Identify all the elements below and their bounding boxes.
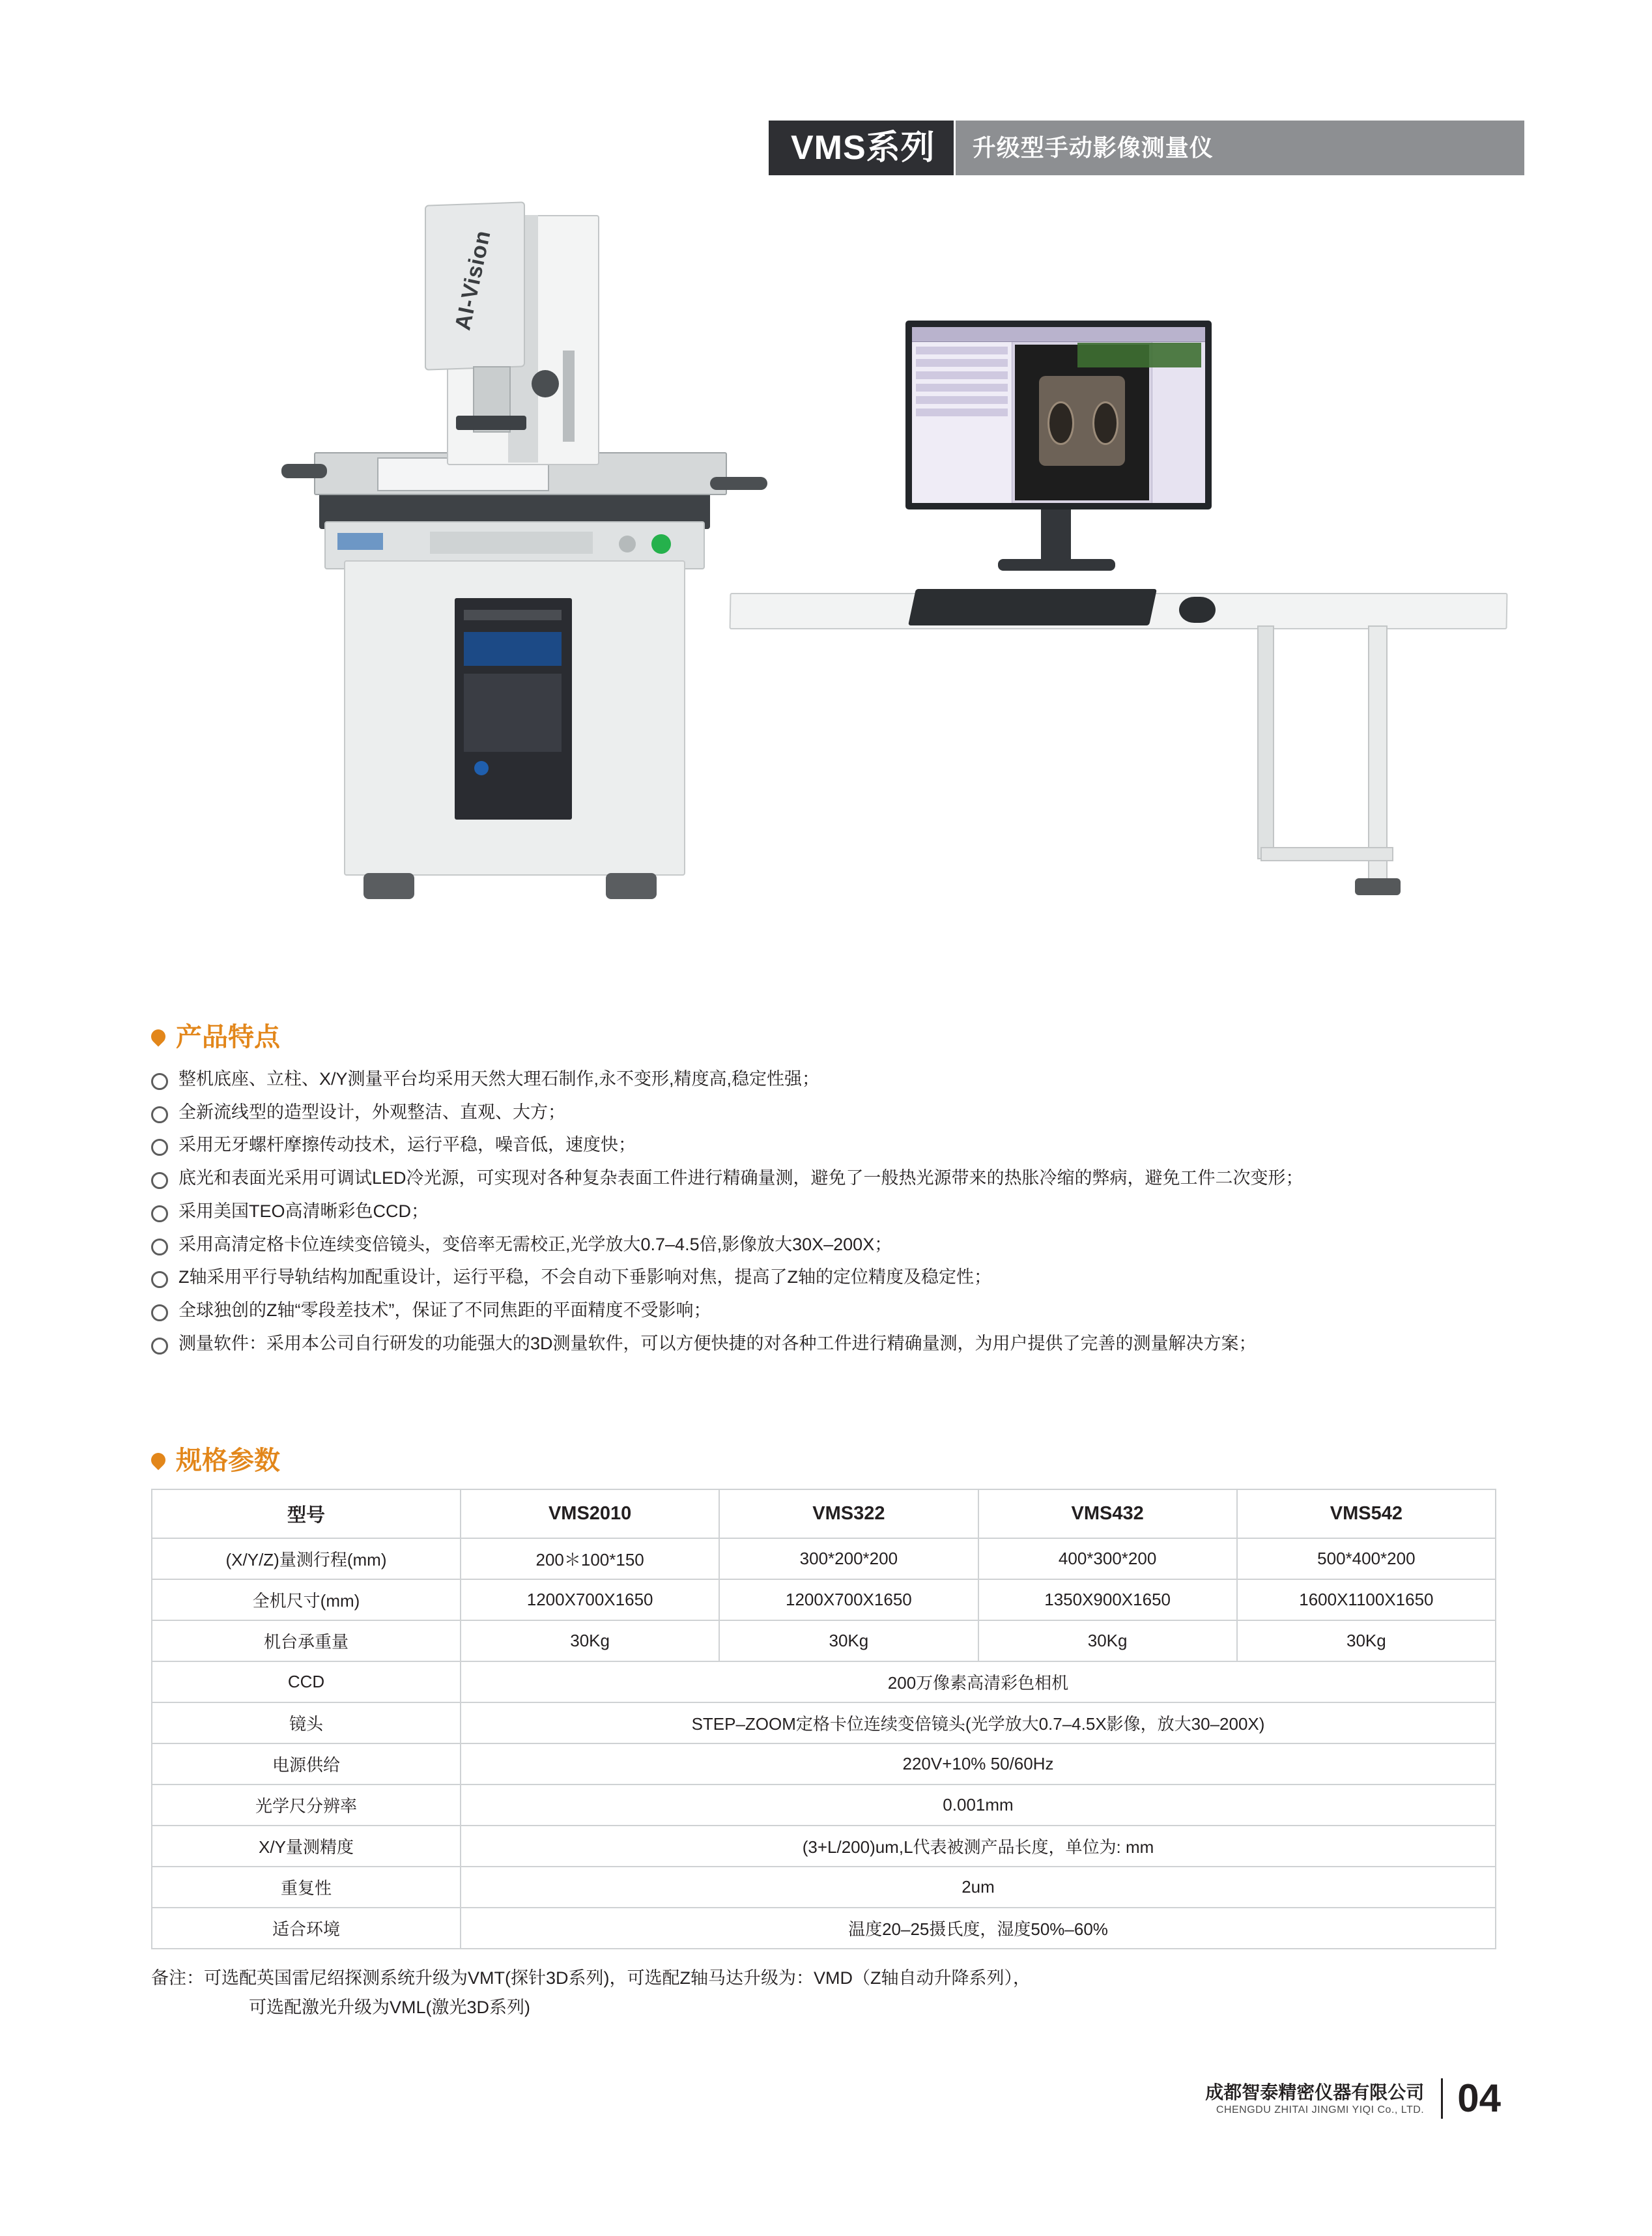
row-label: 光学尺分辨率 xyxy=(152,1784,461,1826)
row-cell: 30Kg xyxy=(1237,1620,1496,1661)
column-header-model: 型号 xyxy=(152,1489,461,1538)
software-toolbar xyxy=(1077,343,1201,367)
column-header-vms542: VMS542 xyxy=(1237,1489,1496,1538)
feature-item xyxy=(151,1330,1513,1358)
bullet-icon xyxy=(151,1205,168,1222)
row-cell: 400*300*200 xyxy=(978,1538,1237,1579)
table-row xyxy=(152,1867,1496,1908)
panel-row xyxy=(916,384,1008,392)
banner-subtitle-block xyxy=(956,121,1524,175)
flame-icon xyxy=(151,1024,165,1046)
table-row xyxy=(152,1743,1496,1784)
part-hole-left xyxy=(1047,401,1074,445)
specs-heading xyxy=(151,1440,1513,1477)
row-label: 机台承重量 xyxy=(152,1620,461,1661)
software-left-panel xyxy=(912,342,1012,503)
feature-text: 测量软件：采用本公司自行研发的功能强大的3D测量软件，可以方便快捷的对各种工件进行精确量测，为用户提供了完善的测量解决方案； xyxy=(178,1333,1257,1353)
z-axis-bar xyxy=(563,351,575,442)
tower-drive-bay xyxy=(464,610,562,620)
monitor-stand-base xyxy=(998,559,1115,571)
feature-text: 采用无牙螺杆摩擦传动技术，运行平稳，噪音低，速度快； xyxy=(178,1135,636,1155)
row-label: 镜头 xyxy=(152,1702,461,1743)
row-cell: 30Kg xyxy=(978,1620,1237,1661)
page-footer xyxy=(0,2078,1652,2119)
panel-row xyxy=(916,371,1008,379)
specs-heading-text: 规格参数 xyxy=(176,1446,280,1475)
page-number: 04 xyxy=(1457,2076,1501,2120)
company-name-cn: 成都智泰精密仪器有限公司 xyxy=(1205,2082,1425,2102)
specs-note xyxy=(151,1964,1513,2022)
row-label: 重复性 xyxy=(152,1867,461,1908)
feature-text: 采用高清定格卡位连续变倍镜头，变倍率无需校正,光学放大0.7–4.5倍,影像放大30X–200X； xyxy=(178,1234,892,1254)
focus-knob xyxy=(532,370,559,397)
panel-row xyxy=(916,347,1008,354)
product-photo xyxy=(313,195,1381,971)
bullet-icon xyxy=(151,1172,168,1189)
stage-knob-right xyxy=(710,477,767,490)
bullet-icon xyxy=(151,1304,168,1321)
row-cell: 1600X1100X1650 xyxy=(1237,1579,1496,1620)
row-label: X/Y量测精度 xyxy=(152,1826,461,1867)
part-hole-right xyxy=(1092,401,1118,445)
product-series-subtitle: 升级型手动影像测量仪 xyxy=(972,134,1214,161)
row-cell: 300*200*200 xyxy=(719,1538,978,1579)
feature-item xyxy=(151,1098,1513,1127)
bullet-icon xyxy=(151,1106,168,1123)
table-row xyxy=(152,1702,1496,1743)
power-button-grey xyxy=(619,536,636,552)
tower-power-led xyxy=(474,761,489,775)
row-label: 适合环境 xyxy=(152,1908,461,1949)
footer-divider xyxy=(1441,2078,1443,2119)
features-heading xyxy=(151,1016,1513,1054)
row-label: CCD xyxy=(152,1661,461,1702)
column-header-vms322: VMS322 xyxy=(719,1489,978,1538)
tower-front-panel xyxy=(464,674,562,752)
feature-item xyxy=(151,1131,1513,1160)
table-row xyxy=(152,1661,1496,1702)
row-cell-merged: (3+L/200)um,L代表被测产品长度，单位为: mm xyxy=(461,1826,1496,1867)
panel-row xyxy=(916,396,1008,404)
software-image-view xyxy=(1015,345,1149,500)
bullet-icon xyxy=(151,1239,168,1255)
cabinet-nameplate xyxy=(430,532,593,554)
software-titlebar xyxy=(912,327,1205,342)
table-row xyxy=(152,1784,1496,1826)
row-cell-merged: 220V+10% 50/60Hz xyxy=(461,1743,1496,1784)
bullet-icon xyxy=(151,1139,168,1156)
table-row xyxy=(152,1908,1496,1949)
row-cell: 30Kg xyxy=(461,1620,719,1661)
tower-blue-panel xyxy=(464,632,562,666)
panel-row xyxy=(916,359,1008,367)
row-cell-merged: 2um xyxy=(461,1867,1496,1908)
cabinet-foot-left xyxy=(363,873,414,899)
row-cell-merged: 温度20–25摄氏度，湿度50%–60% xyxy=(461,1908,1496,1949)
desk-leg-inner xyxy=(1257,625,1274,859)
feature-item xyxy=(151,1164,1513,1193)
feature-item xyxy=(151,1197,1513,1226)
feature-item xyxy=(151,1065,1513,1094)
panel-row xyxy=(916,408,1008,416)
power-button-green xyxy=(651,534,671,554)
monitor-stand-neck xyxy=(1041,509,1071,562)
desk-cross-bar xyxy=(1260,847,1393,861)
features-section xyxy=(151,1016,1513,1363)
flame-icon xyxy=(151,1448,165,1470)
row-cell: 200＊100*150 xyxy=(461,1538,719,1579)
row-cell: 500*400*200 xyxy=(1237,1538,1496,1579)
page-header-banner xyxy=(769,121,1524,175)
feature-item xyxy=(151,1297,1513,1325)
column-header-vms2010: VMS2010 xyxy=(461,1489,719,1538)
feature-text: 采用美国TEO高清晰彩色CCD； xyxy=(178,1201,429,1221)
lens-ring-light xyxy=(456,416,526,430)
product-series-title: VMS系列 xyxy=(791,129,935,167)
column-header-vms432: VMS432 xyxy=(978,1489,1237,1538)
row-label: 全机尺寸(mm) xyxy=(152,1579,461,1620)
cabinet-logo xyxy=(337,533,383,550)
feature-text: 底光和表面光采用可调试LED冷光源，可实现对各种复杂表面工件进行精确量测，避免了一般热光源带来的热胀冷缩的弊病，避免工件二次变形； xyxy=(178,1168,1303,1188)
table-header-row xyxy=(152,1489,1496,1538)
specifications-section xyxy=(151,1440,1513,2022)
monitor xyxy=(905,321,1212,509)
specifications-table xyxy=(151,1489,1496,1949)
stage-knob-left xyxy=(281,464,327,478)
keyboard xyxy=(908,589,1157,625)
row-cell: 30Kg xyxy=(719,1620,978,1661)
cabinet-foot-right xyxy=(606,873,657,899)
table-row xyxy=(152,1826,1496,1867)
bullet-icon xyxy=(151,1271,168,1288)
features-heading-text: 产品特点 xyxy=(176,1023,280,1052)
specs-note-line1: 备注：可选配英国雷尼绍探测系统升级为VMT(探针3D系列)，可选配Z轴马达升级为：VMD（Z轴自动升降系列）， xyxy=(151,1968,1031,1988)
row-label: 电源供给 xyxy=(152,1743,461,1784)
bullet-icon xyxy=(151,1338,168,1354)
row-label: (X/Y/Z)量测行程(mm) xyxy=(152,1538,461,1579)
banner-title-block xyxy=(769,121,954,175)
feature-text: 整机底座、立柱、X/Y测量平台均采用天然大理石制作,永不变形,精度高,稳定性强； xyxy=(178,1069,820,1089)
desk-foot xyxy=(1355,878,1401,895)
table-row xyxy=(152,1579,1496,1620)
machine-brand-label: AI-Vision xyxy=(449,227,496,333)
table-row xyxy=(152,1538,1496,1579)
row-cell: 1350X900X1650 xyxy=(978,1579,1237,1620)
row-cell-merged: STEP–ZOOM定格卡位连续变倍镜头(光学放大0.7–4.5X影像，放大30–200X) xyxy=(461,1702,1496,1743)
row-cell-merged: 0.001mm xyxy=(461,1784,1496,1826)
feature-text: Z轴采用平行导轨结构加配重设计，运行平稳，不会自动下垂影响对焦，提高了Z轴的定位精度及稳定性； xyxy=(178,1267,991,1287)
row-cell: 1200X700X1650 xyxy=(461,1579,719,1620)
computer-tower xyxy=(455,598,572,820)
feature-item xyxy=(151,1263,1513,1292)
mouse xyxy=(1179,597,1216,623)
bullet-icon xyxy=(151,1073,168,1090)
company-name-en: CHENGDU ZHITAI JINGMI YIQI Co., LTD. xyxy=(1216,2104,1425,2115)
measured-part-image xyxy=(1039,376,1125,466)
company-block xyxy=(1205,2081,1424,2117)
feature-text: 全球独创的Z轴“零段差技术”，保证了不同焦距的平面精度不受影响； xyxy=(178,1300,711,1321)
row-cell-merged: 200万像素高清彩色相机 xyxy=(461,1661,1496,1702)
row-cell: 1200X700X1650 xyxy=(719,1579,978,1620)
specs-note-line2: 可选配激光升级为VML(激光3D系列) xyxy=(249,1997,531,2017)
feature-item xyxy=(151,1231,1513,1259)
feature-text: 全新流线型的造型设计，外观整洁、直观、大方； xyxy=(178,1102,565,1122)
table-row xyxy=(152,1620,1496,1661)
